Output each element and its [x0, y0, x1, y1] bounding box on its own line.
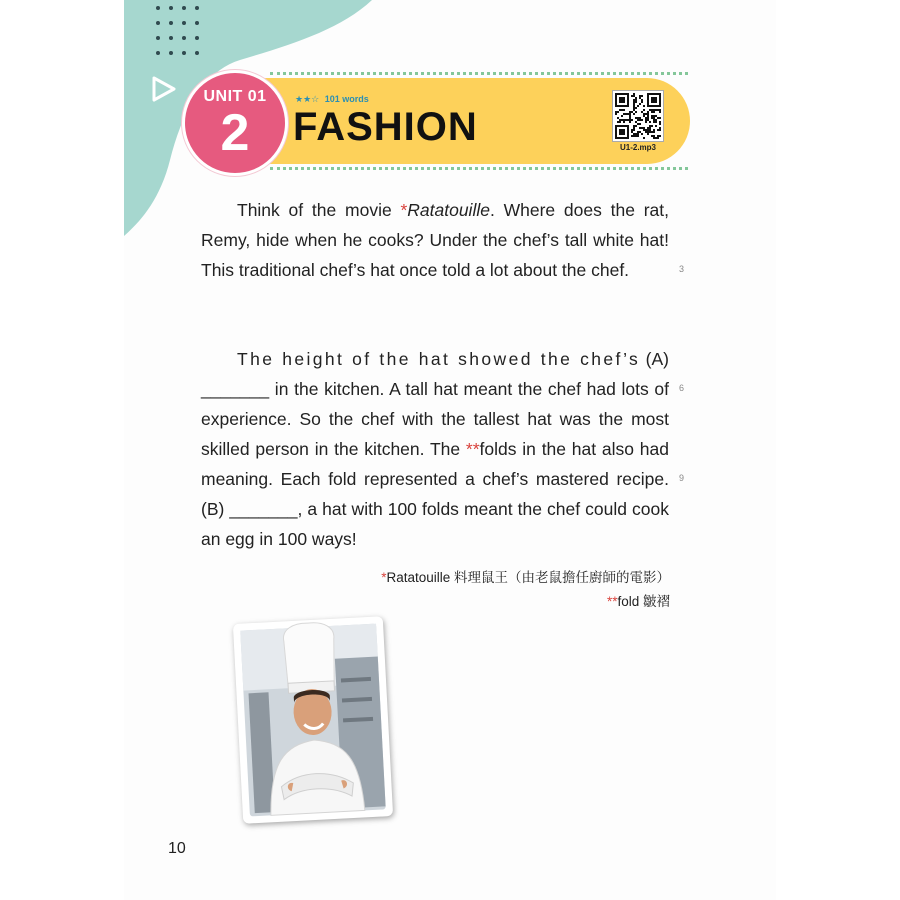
- footnote-text: Ratatouille 料理鼠王（由老鼠擔任廚師的電影）: [386, 570, 670, 585]
- text-segment: Think of the movie: [237, 200, 401, 220]
- chef-photo: [233, 616, 393, 824]
- play-triangle-icon: [151, 76, 177, 102]
- text-segment: *: [400, 200, 408, 220]
- unit-title: FASHION: [293, 105, 478, 149]
- dotted-line-top: [270, 72, 688, 75]
- line-number: 3: [679, 264, 685, 274]
- line-number: 9: [679, 473, 685, 483]
- paragraph-2-text: [201, 344, 669, 554]
- chef-photo-image: [233, 616, 393, 824]
- footnote-text: fold 皺褶: [617, 594, 670, 609]
- passage-paragraph-1: [201, 195, 669, 285]
- dot-grid-decoration: [154, 4, 204, 56]
- footnote-1: [300, 566, 670, 590]
- text-segment: (A) _______ in the kitchen. A tall hat meant the chef had lots of experience. So the chef with the tallest hat was the most skilled person in the kitchen. The: [201, 349, 669, 459]
- paragraph-2-first-line: The height of the hat showed the chef’s: [237, 349, 641, 369]
- page-number: 10: [168, 840, 186, 857]
- text-segment: **: [465, 439, 480, 459]
- passage-paragraph-2: [201, 344, 669, 554]
- dotted-line-bottom: [270, 167, 688, 170]
- footnote-2: [300, 590, 670, 614]
- qr-code-icon[interactable]: [612, 90, 664, 142]
- footnote-mark: *: [381, 570, 387, 585]
- paragraph-2-rest: [201, 349, 669, 549]
- paragraph-1-text: [201, 195, 669, 285]
- footnote-mark: **: [606, 594, 618, 609]
- text-segment: . Where does the rat, Remy, hide when he cooks? Under the chef’s tall white hat! This traditional chef’s hat once told a lot about the chef.: [201, 200, 669, 280]
- text-segment: folds in the hat also had meaning. Each fold represented a chef’s mastered recipe. (B) _______, a hat with 100 folds meant the chef could cook an egg in 100 ways!: [201, 439, 669, 549]
- text-segment: Ratatouille: [407, 200, 490, 220]
- star-rating-icon: ★★☆: [295, 94, 320, 104]
- line-number: 6: [679, 383, 685, 393]
- unit-label: UNIT 01: [203, 88, 267, 105]
- word-count: 101 words: [324, 94, 369, 104]
- audio-file-label: U1-2.mp3: [619, 143, 656, 152]
- unit-number: 2: [220, 104, 250, 162]
